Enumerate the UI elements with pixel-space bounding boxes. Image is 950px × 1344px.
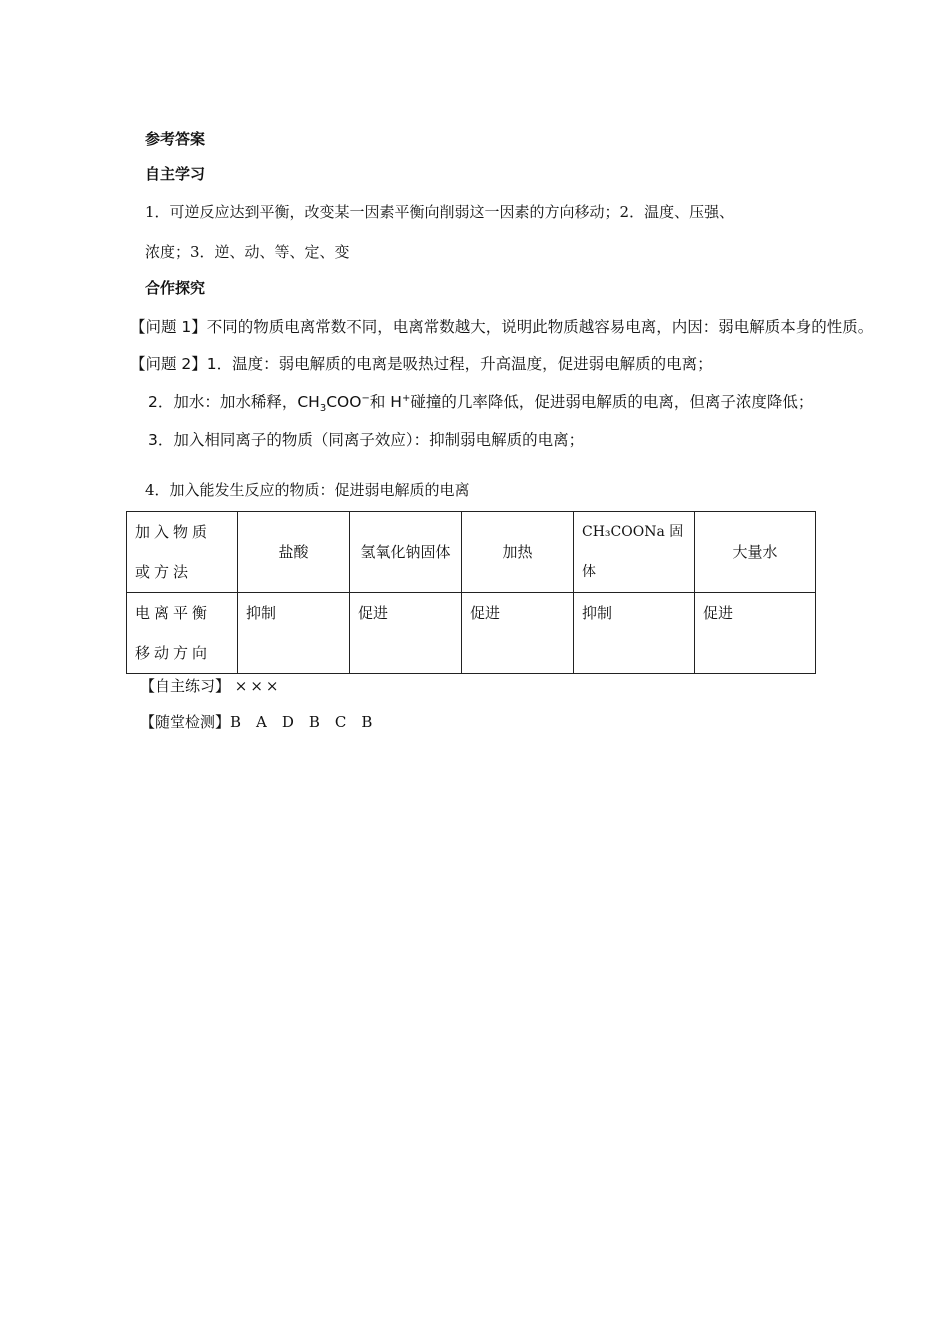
self-study-line-1: 1．可逆反应达到平衡，改变某一因素平衡向削弱这一因素的方向移动；2．温度、压强、 xyxy=(145,203,735,221)
point-2-mid2: 和 H xyxy=(369,393,402,411)
question-2-answer: 【问题 2】1．温度：弱电解质的电离是吸热过程，升高温度，促进弱电解质的电离； xyxy=(130,355,713,373)
self-study-line-2: 浓度；3．逆、动、等、定、变 xyxy=(145,243,350,261)
table-row xyxy=(127,593,816,674)
equilibrium-table xyxy=(126,511,816,674)
table-cell: 促进 xyxy=(462,593,574,674)
table-cell: CH₃COONa 固体 xyxy=(574,512,695,593)
question-1-answer: 【问题 1】不同的物质电离常数不同，电离常数越大，说明此物质越容易电离，内因：弱电解质本身的性质。 xyxy=(130,318,874,336)
point-4-reaction: 4．加入能发生反应的物质：促进弱电解质的电离 xyxy=(145,481,470,499)
quiz-check-line xyxy=(140,711,372,732)
self-practice-value: ××× xyxy=(234,677,282,695)
section-title-cooperation: 合作探究 xyxy=(145,279,206,297)
point-2-prefix: 2．加水：加水稀释，CH xyxy=(148,393,320,411)
point-2-water xyxy=(148,390,813,414)
table-cell: 抑制 xyxy=(574,593,695,674)
table-cell: 盐酸 xyxy=(238,512,350,593)
table-cell: 氢氧化钠固体 xyxy=(350,512,462,593)
table-cell: 促进 xyxy=(350,593,462,674)
quiz-check-value: B A D B C B xyxy=(230,713,373,731)
point-2-subscript: 3 xyxy=(319,403,327,415)
table-cell: 加热 xyxy=(462,512,574,593)
quiz-check-label: 【随堂检测】 xyxy=(140,713,231,731)
point-2-mid: COO xyxy=(326,393,362,411)
self-practice-label: 【自主练习】 xyxy=(140,677,231,695)
point-2-suffix: 碰撞的几率降低，促进弱电解质的电离，但离子浓度降低； xyxy=(410,393,814,411)
table-cell: 促进 xyxy=(695,593,816,674)
table-cell-header: 电离平衡移动方向 xyxy=(127,593,238,674)
table-cell: 大量水 xyxy=(695,512,816,593)
point-3-common-ion: 3．加入相同离子的物质（同离子效应）：抑制弱电解质的电离； xyxy=(148,431,585,449)
table-row xyxy=(127,512,816,593)
point-2-superscript-1: − xyxy=(361,392,370,404)
self-practice-line xyxy=(140,675,282,696)
section-title-self-study: 自主学习 xyxy=(145,165,206,183)
table-cell: 抑制 xyxy=(238,593,350,674)
page-heading: 参考答案 xyxy=(145,130,206,148)
point-2-superscript-2: + xyxy=(401,392,411,404)
table-cell-header: 加入物质或方法 xyxy=(127,512,238,593)
